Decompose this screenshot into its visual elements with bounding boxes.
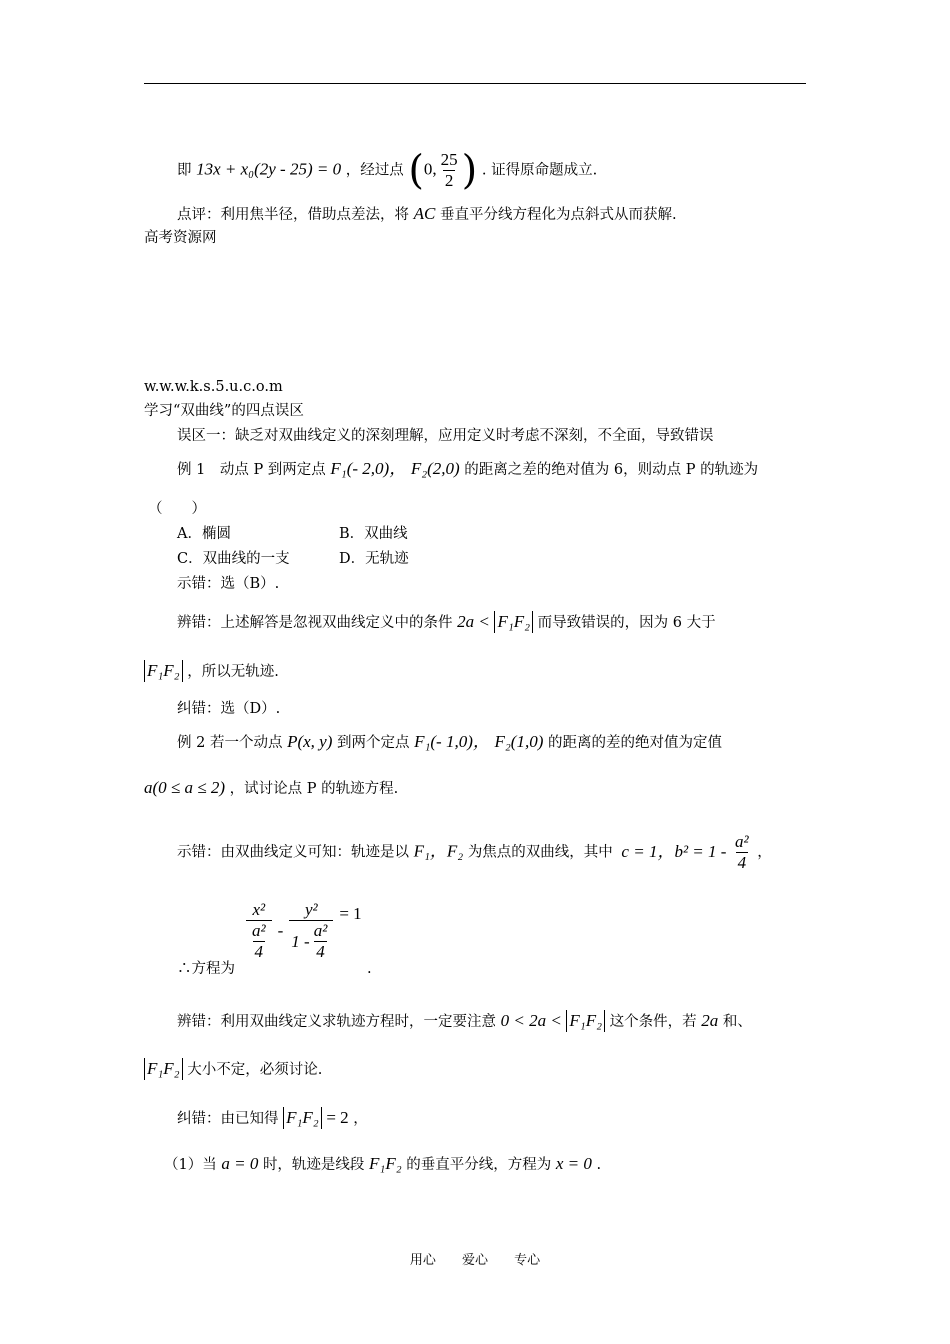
text: 而导致错误的，因为 6 大于	[537, 615, 716, 631]
abs-f1f2: F₁F₂	[566, 1010, 605, 1032]
text: . 证得原命题成立.	[481, 162, 598, 179]
footer-word: 爱心	[461, 1253, 488, 1268]
case-1	[164, 1154, 601, 1175]
a-zero: a = 0	[221, 1154, 259, 1173]
text: 这个条件，若	[609, 1014, 697, 1030]
equation-prefix: ∴方程为	[177, 961, 235, 977]
text: 的垂直平分线，方程为	[406, 1157, 552, 1173]
abs-f1f2: F₁F₂	[144, 1058, 183, 1080]
ex1-wrong: 示错：选（B）.	[177, 576, 280, 592]
text: ，试讨论点 P 的轨迹方程.	[229, 781, 399, 797]
frac-den	[289, 920, 333, 962]
text: 辨错：利用双曲线定义求轨迹方程时，一定要注意	[177, 1014, 496, 1030]
text: 即	[177, 162, 192, 179]
inner-frac	[312, 921, 330, 962]
text: ，所以无轨迹.	[187, 664, 279, 680]
segment-f1f2: F₁F₂	[369, 1154, 402, 1173]
frac-den: 4	[316, 942, 325, 961]
condition: 0 < 2a <	[500, 1011, 562, 1030]
text: 的距离的差的绝对值为定值	[547, 735, 722, 751]
text: 为焦点的双曲线，其中	[467, 844, 613, 861]
equals-one: = 1	[339, 904, 362, 923]
option-b: B．双曲线	[339, 526, 408, 542]
text: ，经过点	[345, 162, 404, 179]
option-c: C．双曲线的一支	[177, 551, 290, 567]
text: 示错：由双曲线定义可知：轨迹是以	[177, 844, 409, 861]
point-p: P(x, y)	[287, 732, 333, 751]
frac-num: x²	[252, 900, 266, 919]
var-ac: AC	[413, 204, 436, 223]
page-footer	[0, 1249, 950, 1268]
frac-den: 2	[444, 171, 454, 190]
text: .	[596, 1157, 602, 1173]
x2-term	[246, 900, 272, 962]
ex2-analysis-cont	[144, 1058, 322, 1080]
conclusion-line	[177, 147, 598, 194]
focus-f1: F₁(- 2,0)，	[330, 459, 407, 478]
frac-den	[246, 920, 272, 962]
equals-two: = 2	[326, 1108, 349, 1127]
a2-over-4	[733, 832, 751, 873]
text: 点评：利用焦半径，借助点差法，将	[177, 207, 409, 223]
text: 的距离之差的绝对值为 6，则动点 P 的轨迹为	[464, 462, 759, 478]
focus-f2: F₂(2,0)	[410, 459, 460, 478]
equation: 13x + x₀(2y - 25) = 0	[196, 159, 342, 179]
ex1-correct: 纠错：选（D）.	[177, 701, 281, 717]
abs-f1f2: F₁F₂	[283, 1107, 322, 1129]
point-x: 0,	[423, 159, 437, 179]
focus-f1: F₁(- 1,0)，	[414, 732, 490, 751]
y2-term	[289, 900, 333, 962]
text: 大小不定，必须讨论.	[187, 1062, 323, 1078]
abs-f1f2: F₁F₂	[144, 660, 183, 682]
footer-word: 专心	[514, 1253, 541, 1268]
frac-den: 4	[737, 853, 747, 872]
example-1	[177, 459, 758, 480]
text: （1）当	[164, 1157, 217, 1173]
range-a: a(0 ≤ a ≤ 2)	[144, 778, 225, 797]
ex2-analysis	[177, 1010, 752, 1032]
inner-frac	[250, 921, 268, 962]
text: 到两个定点	[336, 735, 410, 751]
two-a: 2a	[701, 1011, 719, 1030]
right-paren: )	[461, 147, 478, 194]
condition: 2a <	[457, 612, 490, 631]
article-title: 学习“双曲线”的四点误区	[144, 403, 304, 419]
frac-num: 25	[440, 150, 458, 169]
text: 例 1 动点 P 到两定点	[177, 462, 326, 478]
c-b-eq: c = 1，b² = 1 -	[621, 841, 727, 861]
text: ，	[353, 1111, 368, 1127]
frac-num: a²	[735, 832, 749, 851]
frac-num: y²	[304, 900, 318, 919]
ex2-wrong	[177, 832, 772, 873]
text: 垂直平分线方程化为点斜式从而获解.	[439, 207, 677, 223]
ex2-correct	[177, 1107, 368, 1129]
text: 辨错：上述解答是忽视双曲线定义中的条件	[177, 615, 453, 631]
ex1-analysis-cont	[144, 660, 279, 682]
foci: F₁，F₂	[413, 841, 464, 861]
focus-f2: F₂(1,0)	[494, 732, 544, 751]
header-rule	[144, 83, 806, 84]
left-paren: (	[408, 147, 424, 194]
comment-line	[177, 204, 677, 225]
site-name: 高考资源网	[144, 230, 217, 246]
example-2-cont	[144, 778, 398, 799]
minus: -	[277, 921, 284, 940]
abs-f1f2: F₁F₂	[494, 611, 533, 633]
text: 例 2 若一个动点	[177, 735, 283, 751]
misconception-1: 误区一：缺乏对双曲线定义的深刻理解，应用定义时考虑不深刻，不全面，导致错误	[177, 428, 714, 444]
equation-end: .	[367, 961, 372, 977]
frac-num: a²	[252, 921, 266, 940]
point-fraction	[439, 150, 460, 191]
footer-word: 用心	[409, 1253, 436, 1268]
text: 时，轨迹是线段	[262, 1157, 365, 1173]
x-zero: x = 0	[555, 1154, 592, 1173]
text: 和、	[722, 1014, 752, 1030]
frac-num: a²	[313, 921, 328, 940]
text: 纠错：由已知得	[177, 1111, 279, 1127]
text: ，	[757, 844, 772, 861]
hyperbola-equation	[244, 900, 362, 962]
frac-den: 4	[254, 942, 264, 961]
option-d: D．无轨迹	[339, 551, 409, 567]
choice-paren: （ ）	[148, 501, 206, 517]
source-url: w.w.w.k.s.5.u.c.o.m	[144, 379, 283, 395]
ex1-analysis	[177, 611, 716, 633]
one-minus: 1 -	[291, 931, 310, 951]
option-a: A．椭圆	[177, 526, 231, 542]
example-2	[177, 732, 722, 753]
